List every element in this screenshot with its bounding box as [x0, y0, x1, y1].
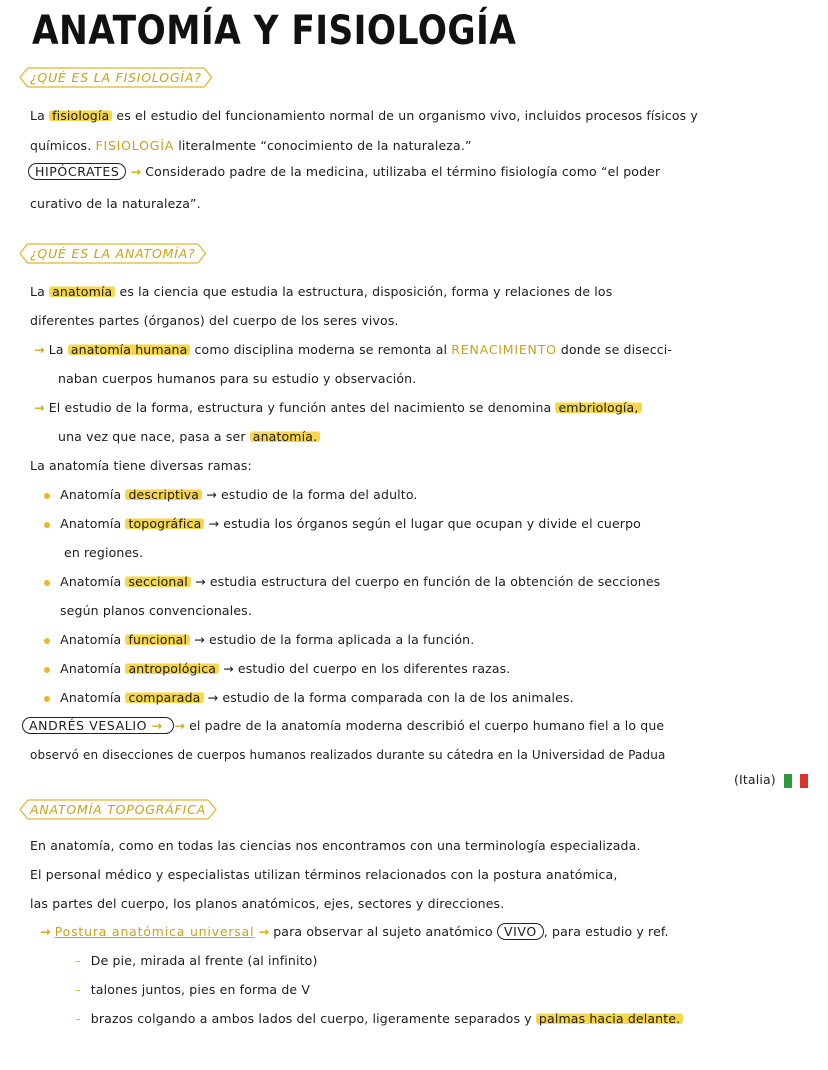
topo-line-1: En anatomía, como en todas las ciencias nos encontramos con una terminología especializada. [30, 838, 641, 853]
heading-topografica [20, 800, 216, 819]
gold-postura-anatomica: Postura anatómica universal [54, 924, 255, 939]
flag-stripe-red [800, 774, 808, 788]
flag-stripe-white [792, 774, 800, 788]
fisio-line-2: químicos. FISIOLOGÍA literalmente “conocimiento de la naturaleza.” [30, 138, 472, 153]
anat-line-4: naban cuerpos humanos para su estudio y observación. [58, 371, 417, 386]
anat-line-1: La anatomía es la ciencia que estudia la estructura, disposición, forma y relaciones de los [30, 284, 613, 299]
list-item: - De pie, mirada al frente (al infinito) [76, 953, 318, 968]
vesalio-line-1: ANDRÉS VESALIO → → el padre de la anatomía moderna describió el cuerpo humano fiel a lo que [22, 718, 664, 733]
arrow-right-icon: → [130, 164, 142, 179]
arrow-right-icon: → [174, 718, 185, 733]
heading-anatomia [20, 244, 205, 263]
anat-line-5: → El estudio de la forma, estructura y función antes del nacimiento se denomina embriología, [34, 400, 642, 415]
arrow-right-icon: → [208, 516, 220, 531]
heading-anatomia-text: ¿QUÉ ES LA ANATOMÍA? [30, 246, 196, 261]
heading-bracket-frame [20, 68, 212, 87]
anat-line-7: La anatomía tiene diversas ramas: [30, 458, 252, 473]
gold-fisiologia: FISIOLOGÍA [95, 138, 175, 153]
arrow-right-icon: → [223, 661, 234, 676]
highlight-anatomia: anatomía [49, 284, 115, 299]
gold-renacimiento: RENACIMIENTO [451, 342, 557, 357]
bullet-dot [44, 696, 50, 702]
topo-line-2: El personal médico y especialistas utilizan términos relacionados con la postura anatómica, [30, 867, 618, 882]
arrow-right-icon: → [34, 342, 45, 357]
heading-topografica-text: ANATOMÍA TOPOGRÁFICA [30, 802, 206, 817]
heading-bracket-frame [20, 244, 205, 263]
fisio-line-4: curativo de la naturaleza”. [30, 196, 201, 211]
topo-line-3: las partes del cuerpo, los planos anatómicos, ejes, sectores y direcciones. [30, 896, 505, 911]
arrow-right-icon: → [258, 924, 270, 939]
oval-andres-vesalio: ANDRÉS VESALIO → [22, 717, 174, 734]
dash-bullet: - [76, 1011, 81, 1026]
heading-fisiologia [20, 68, 212, 87]
arrow-right-icon: → [207, 690, 219, 705]
vesalio-line-2: observó en disecciones de cuerpos humanos realizados durante su cátedra en la Universidad de Padua [30, 748, 666, 762]
topo-line-4: → Postura anatómica universal → para observar al sujeto anatómico VIVO , para estudio y ref. [40, 924, 669, 939]
bullet-dot [44, 667, 50, 673]
list-item: Anatomía seccional → estudia estructura del cuerpo en función de la obtención de secciones [44, 574, 660, 589]
anat-line-6: una vez que nace, pasa a ser anatomía. [58, 429, 320, 444]
arrow-right-icon: → [40, 924, 51, 939]
dash-bullet: - [76, 982, 81, 997]
highlight-palmas: palmas hacia delante. [536, 1011, 683, 1026]
vesalio-line-3: (Italia) [734, 772, 808, 788]
italy-flag-icon [784, 774, 808, 788]
list-item: Anatomía antropológica → estudio del cuerpo en los diferentes razas. [44, 661, 510, 676]
list-item-continuation: según planos convencionales. [60, 603, 252, 618]
bullet-dot [44, 638, 50, 644]
arrow-right-icon: → [194, 632, 205, 647]
flag-stripe-green [784, 774, 792, 788]
list-item: - brazos colgando a ambos lados del cuerpo, ligeramente separados y palmas hacia delante. [76, 1011, 683, 1026]
arrow-right-icon: → [206, 487, 217, 502]
arrow-right-icon: → [151, 718, 163, 733]
list-item: Anatomía topográfica → estudia los órganos según el lugar que ocupan y divide el cuerpo [44, 516, 641, 531]
oval-vivo: VIVO [497, 923, 544, 940]
fisio-line-1: La fisiología es el estudio del funcionamiento normal de un organismo vivo, incluidos procesos físicos y [30, 108, 698, 123]
page-title: ANATOMÍA Y FISIOLOGÍA [32, 8, 517, 54]
highlight-embriologia: embriología, [555, 400, 641, 415]
list-item: Anatomía descriptiva → estudio de la forma del adulto. [44, 487, 418, 502]
heading-bracket-frame [20, 800, 216, 819]
list-item: - talones juntos, pies en forma de V [76, 982, 311, 997]
heading-fisiologia-text: ¿QUÉ ES LA FISIOLOGÍA? [30, 70, 202, 85]
highlight-anatomia-2: anatomía. [250, 429, 320, 444]
anat-line-3: → La anatomía humana como disciplina moderna se remonta al RENACIMIENTO donde se disecci- [34, 342, 673, 357]
bullet-dot [44, 493, 50, 499]
fisio-line-3: HIPÓCRATES → Considerado padre de la medicina, utilizaba el término fisiología como “el poder [28, 164, 660, 179]
list-item: Anatomía comparada → estudio de la forma comparada con la de los animales. [44, 690, 574, 705]
list-item-continuation: en regiones. [64, 545, 144, 560]
bullet-dot [44, 522, 50, 528]
arrow-right-icon: → [34, 400, 45, 415]
oval-hipocrates: HIPÓCRATES [28, 163, 126, 180]
list-item: Anatomía funcional → estudio de la forma aplicada a la función. [44, 632, 474, 647]
anat-line-2: diferentes partes (órganos) del cuerpo de los seres vivos. [30, 313, 399, 328]
dash-bullet: - [76, 953, 81, 968]
highlight-anatomia-humana: anatomía humana [68, 342, 191, 357]
arrow-right-icon: → [195, 574, 206, 589]
highlight-fisiologia: fisiología [49, 108, 112, 123]
bullet-dot [44, 580, 50, 586]
